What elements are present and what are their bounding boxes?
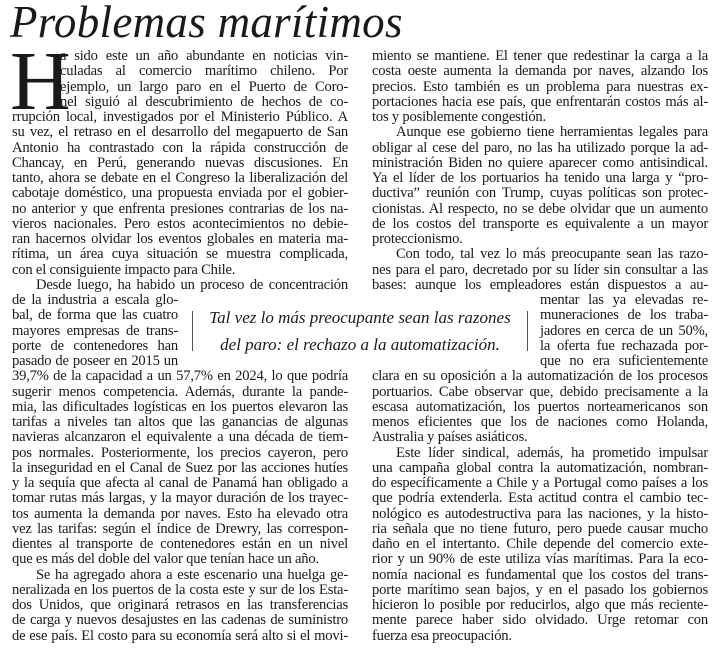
text-line: a sido este un año abundante en noticias vin- xyxy=(60,48,348,64)
text-line: nológico es autodestructiva para las naciones, y la histo- xyxy=(372,505,708,522)
text-line: 39,7% de la capacidad a un 57,7% en 2024, lo que podría xyxy=(12,368,348,385)
text-line: obligar al cese del paro, no las ha utilizado porque la ad- xyxy=(372,139,708,156)
text-line: costa oeste aumenta la demanda por naves, alzando los xyxy=(372,63,708,80)
text-line: porte marítimo sean bajos, y en el pasado los gobiernos xyxy=(372,581,708,598)
text-line: proteccionismo. xyxy=(372,231,463,247)
text-line: que no era suficientemente xyxy=(540,353,708,369)
text-line: de ese país. El costo para su economía será alto si el movi- xyxy=(12,627,348,644)
text-line: mia, las dificultades logísticas en los puertos elevaron las xyxy=(12,398,348,415)
text-line: vieros nacionales. Pero estos acontecimientos no debie- xyxy=(12,215,348,232)
text-line: neralizada en los puertos de la costa este y sur de los Esta- xyxy=(12,581,348,598)
text-line: navieras alcanzaron el equivalente a una década de tiem- xyxy=(12,429,348,446)
text-line: tomar rutas más largas, y la mayor duración de los trayec- xyxy=(12,490,348,507)
pull-quote-line: del paro: el rechazo a la automatización. xyxy=(220,335,500,354)
text-line: menos eficientes que los de naciones como Holanda, xyxy=(372,414,708,430)
text-line: su vez, el retraso en el desarrollo del megapuerto de San xyxy=(12,124,348,141)
text-line: nomía nacional es fundamental que los costos del trans- xyxy=(372,566,708,583)
text-line: Aunque ese gobierno tiene herramientas legales para xyxy=(396,124,708,141)
text-line: jadores en cerca de un 50%, xyxy=(540,322,708,339)
text-line: no anterior y que enfrenta presiones contrarias de los na- xyxy=(12,200,348,217)
text-line: culadas al comercio marítimo chileno. Por xyxy=(60,63,348,80)
text-line: ejemplo, un largo paro en el Puerto de Coro- xyxy=(60,78,348,95)
text-line: Ya el líder de los portuarios ha tenido una larga y “pro- xyxy=(372,170,708,186)
text-line: tos y posiblemente congestión. xyxy=(372,109,546,125)
text-line: la inseguridad en el Canal de Suez por las acciones hutíes xyxy=(12,459,348,476)
paragraph xyxy=(372,125,708,247)
text-line: escasa automatización, los puertos norteamericanos son xyxy=(372,398,708,415)
text-line: de los costos del transporte es equivalente a un mayor xyxy=(372,215,708,232)
text-line: porte de contenedores han xyxy=(12,337,178,354)
text-line: con el consiguiente impacto para Chile. xyxy=(12,261,236,278)
text-line: tos aumenta la demanda por naves. Esto ha elevado otra xyxy=(12,505,348,522)
pull-quote-right-rule xyxy=(527,311,528,351)
text-line: bal, de forma que las cuatro xyxy=(12,307,178,324)
text-line: de carga y nuevos desajustes en las cadenas de suministro xyxy=(12,612,348,629)
text-line: rítima, un área cuya situación se muestra complicada, xyxy=(12,246,348,263)
text-line: ministración Biden no quiere aparecer como antisindical. xyxy=(372,154,708,171)
text-line: rior y un 90% de este utiliza vías marítimas. Para la eco- xyxy=(372,551,708,568)
text-line: tanto, ahora se debate en el Congreso la liberalización del xyxy=(12,170,348,186)
text-line: nes para el paro, decretado por su líder sin consultar a las xyxy=(372,261,708,278)
text-line: portaciones hacia ese país, que enfrentarán costos más al- xyxy=(372,93,708,110)
text-line: portuarios. Cabe observar que, debido precisamente a la xyxy=(372,383,708,400)
text-line: mente parece haber sido olvidado. Urge retomar con xyxy=(372,612,708,629)
text-line: sugerir menos competencia. Además, durante la pande- xyxy=(12,383,348,400)
text-line: dos Unidos, que originará retrasos en las transferencias xyxy=(12,597,348,613)
paragraph xyxy=(12,568,348,644)
text-line: y la sequía que afecta al canal de Panamá han obligado a xyxy=(12,475,348,491)
text-line: mentar las ya elevadas re- xyxy=(540,292,708,308)
text-line: Chancay, en Perú, generando nuevas discusiones. En xyxy=(12,154,348,171)
text-line: Antonio ha contrastado con la rápida construcción de xyxy=(12,139,348,156)
text-line: que es más del doble del valor que tenían hace un año. xyxy=(12,551,319,568)
text-line: Australia y países asiáticos. xyxy=(372,429,528,446)
text-line: dientes al transporte de contenedores están en un nivel xyxy=(12,536,348,552)
article-title: Problemas marítimos xyxy=(10,0,403,47)
drop-cap: H xyxy=(10,35,71,128)
text-line: la oferta fue rechazada por- xyxy=(540,337,708,354)
text-line: Con todo, tal vez lo más preocupante sean las razo- xyxy=(396,246,708,263)
text-line: do específicamente a Chile y a Portugal como países a los xyxy=(372,475,708,491)
text-line: nel siguió al descubrimiento de hechos de co- xyxy=(60,93,348,110)
text-line: fuerza esa preocupación. xyxy=(372,627,512,644)
text-line: Se ha agregado ahora a este escenario una huelga ge- xyxy=(36,566,348,583)
text-line: muneraciones de los traba- xyxy=(540,307,708,324)
text-line: ran hacernos olvidar los eventos globales en materia ma- xyxy=(12,231,348,247)
text-line: daño en el intertanto. Chile depende del comercio exte- xyxy=(372,536,708,552)
text-line: una campaña global contra la automatización, nombran- xyxy=(372,459,708,476)
text-line: tarifas a niveles tan altos que las ganancias de algunas xyxy=(12,414,348,430)
text-line: cionistas. Al respecto, no se debe olvidar que un aumento xyxy=(372,200,708,217)
text-line: Desde luego, ha habido un proceso de concentración xyxy=(36,276,348,293)
pull-quote-line: Tal vez lo más preocupante sean las razones xyxy=(209,308,511,327)
text-line: que podría extenderla. Esta actitud contra el cambio tec- xyxy=(372,490,708,507)
text-line: bases: aunque los empleadores están dispuestos a au- xyxy=(372,276,708,293)
text-line: pos normales. Posteriormente, los precios cayeron, pero xyxy=(12,444,348,461)
text-line: rrupción local, investigados por el Ministerio Público. A xyxy=(12,109,348,125)
text-line: Este líder sindical, además, ha prometido impulsar xyxy=(396,444,708,461)
text-line: clara en su oposición a la automatización de los procesos xyxy=(372,368,708,385)
text-line: hicieron lo posible por reducirlos, algo que más reciente- xyxy=(372,597,708,613)
text-line: vez las tarifas: según el índice de Drewry, las correspon- xyxy=(12,520,348,537)
pull-quote xyxy=(190,303,530,361)
text-line: pasado de poseer en 2015 un xyxy=(12,353,178,369)
text-line: cabotaje doméstico, una propuesta enviada por el gobier- xyxy=(12,185,348,202)
text-line: de la industria a escala glo- xyxy=(12,292,178,308)
text-line: mayores empresas de trans- xyxy=(12,322,178,339)
text-line: ductiva” reunión con Trump, cuyas políticas son protec- xyxy=(372,185,708,202)
text-line: ria señala que no tiene futuro, pero puede causar mucho xyxy=(372,520,708,537)
text-line: miento se mantiene. El tener que redestinar la carga a la xyxy=(372,48,708,64)
text-line: precios. Esto también es un problema para nuestras ex- xyxy=(372,78,708,95)
paragraph xyxy=(372,446,708,644)
paragraph xyxy=(372,49,708,125)
